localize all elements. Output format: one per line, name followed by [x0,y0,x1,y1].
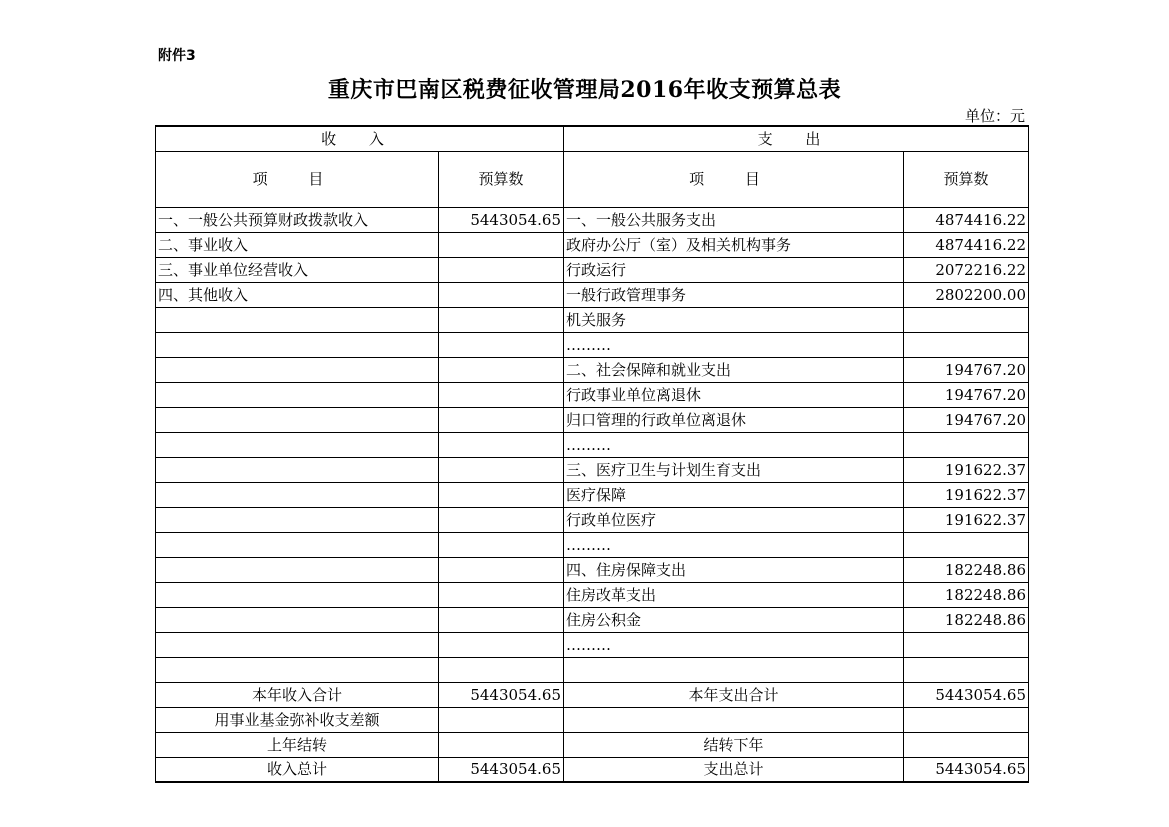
income-value-cell [439,457,564,482]
unit-label: 单位：元 [964,107,1025,125]
table-row [156,582,1029,607]
expense-value-cell [904,657,1029,682]
income-total-value: 5443054.65 [439,682,564,707]
income-value-cell [439,532,564,557]
expense-total-label: 支出总计 [564,757,904,782]
income-item-cell [156,482,439,507]
expense-value-cell: 4874416.22 [904,232,1029,257]
income-item-cell [156,382,439,407]
expense-item-cell: ……… [564,432,904,457]
expense-section-header: 支 出 [564,126,1029,151]
income-budget-header: 预算数 [439,151,564,207]
expense-budget-header: 预算数 [904,151,1029,207]
expense-value-cell [904,432,1029,457]
income-item-cell [156,457,439,482]
income-item-cell: 一、一般公共预算财政拨款收入 [156,207,439,232]
table-row [156,632,1029,657]
income-item-cell [156,357,439,382]
income-value-cell [439,632,564,657]
income-item-cell [156,657,439,682]
income-total-value [439,707,564,732]
table-row [156,382,1029,407]
income-item-cell: 四、其他收入 [156,282,439,307]
expense-item-cell: 三、医疗卫生与计划生育支出 [564,457,904,482]
expense-item-cell: ……… [564,632,904,657]
expense-item-cell: 一、一般公共服务支出 [564,207,904,232]
annex-label: 附件3 [158,48,196,64]
column-header-row [156,151,1029,207]
income-item-cell: 三、事业单位经营收入 [156,257,439,282]
income-item-cell [156,582,439,607]
table-row [156,407,1029,432]
expense-item-header: 项 目 [564,151,904,207]
income-total-value: 5443054.65 [439,757,564,782]
expense-value-cell: 4874416.22 [904,207,1029,232]
income-value-cell [439,507,564,532]
income-item-cell [156,332,439,357]
expense-value-cell [904,632,1029,657]
expense-value-cell [904,307,1029,332]
income-value-cell [439,407,564,432]
income-value-cell [439,232,564,257]
expense-item-cell: 机关服务 [564,307,904,332]
table-row [156,232,1029,257]
income-value-cell [439,307,564,332]
table-row [156,257,1029,282]
expense-value-cell: 191622.37 [904,482,1029,507]
table-row [156,507,1029,532]
budget-table-body [156,126,1029,782]
expense-item-cell: 住房改革支出 [564,582,904,607]
page-title: 重庆市巴南区税费征收管理局2016年收支预算总表 [327,77,842,103]
income-item-cell [156,607,439,632]
income-value-cell [439,657,564,682]
table-row [156,307,1029,332]
income-value-cell [439,582,564,607]
expense-value-cell [904,332,1029,357]
expense-item-cell: 医疗保障 [564,482,904,507]
expense-value-cell: 182248.86 [904,582,1029,607]
expense-value-cell [904,532,1029,557]
expense-item-cell: ……… [564,332,904,357]
budget-table [155,125,1029,783]
expense-value-cell: 191622.37 [904,507,1029,532]
totals-row [156,682,1029,707]
income-value-cell [439,482,564,507]
expense-item-cell: ……… [564,532,904,557]
income-total-label: 上年结转 [156,732,439,757]
expense-total-value [904,707,1029,732]
table-row [156,357,1029,382]
table-row [156,207,1029,232]
expense-total-label [564,707,904,732]
income-item-cell [156,532,439,557]
income-value-cell [439,357,564,382]
expense-item-cell: 四、住房保障支出 [564,557,904,582]
expense-item-cell: 行政运行 [564,257,904,282]
income-item-cell [156,557,439,582]
expense-value-cell: 182248.86 [904,607,1029,632]
totals-row [156,757,1029,782]
expense-total-value: 5443054.65 [904,682,1029,707]
income-section-header: 收 入 [156,126,564,151]
income-value-cell: 5443054.65 [439,207,564,232]
expense-value-cell: 194767.20 [904,382,1029,407]
expense-value-cell: 191622.37 [904,457,1029,482]
income-total-label: 本年收入合计 [156,682,439,707]
income-value-cell [439,332,564,357]
table-row [156,557,1029,582]
table-row [156,432,1029,457]
income-item-cell [156,432,439,457]
income-item-cell [156,307,439,332]
income-value-cell [439,607,564,632]
table-row [156,657,1029,682]
income-total-value [439,732,564,757]
expense-total-label: 本年支出合计 [564,682,904,707]
expense-item-cell [564,657,904,682]
expense-total-label: 结转下年 [564,732,904,757]
income-value-cell [439,382,564,407]
income-total-label: 用事业基金弥补收支差额 [156,707,439,732]
income-item-cell [156,632,439,657]
section-header-row [156,126,1029,151]
totals-row [156,732,1029,757]
income-item-header: 项 目 [156,151,439,207]
table-row [156,332,1029,357]
income-item-cell [156,407,439,432]
income-value-cell [439,432,564,457]
expense-item-cell: 政府办公厅（室）及相关机构事务 [564,232,904,257]
income-item-cell [156,507,439,532]
expense-value-cell: 194767.20 [904,357,1029,382]
expense-item-cell: 归口管理的行政单位离退休 [564,407,904,432]
expense-item-cell: 行政单位医疗 [564,507,904,532]
income-total-label: 收入总计 [156,757,439,782]
income-value-cell [439,557,564,582]
expense-item-cell: 一般行政管理事务 [564,282,904,307]
income-value-cell [439,257,564,282]
income-value-cell [439,282,564,307]
income-item-cell: 二、事业收入 [156,232,439,257]
totals-row [156,707,1029,732]
expense-item-cell: 二、社会保障和就业支出 [564,357,904,382]
table-row [156,532,1029,557]
expense-total-value: 5443054.65 [904,757,1029,782]
expense-item-cell: 住房公积金 [564,607,904,632]
expense-value-cell: 182248.86 [904,557,1029,582]
table-row [156,482,1029,507]
table-row [156,282,1029,307]
expense-value-cell: 194767.20 [904,407,1029,432]
expense-total-value [904,732,1029,757]
expense-item-cell: 行政事业单位离退休 [564,382,904,407]
table-row [156,457,1029,482]
expense-value-cell: 2802200.00 [904,282,1029,307]
expense-value-cell: 2072216.22 [904,257,1029,282]
table-row [156,607,1029,632]
